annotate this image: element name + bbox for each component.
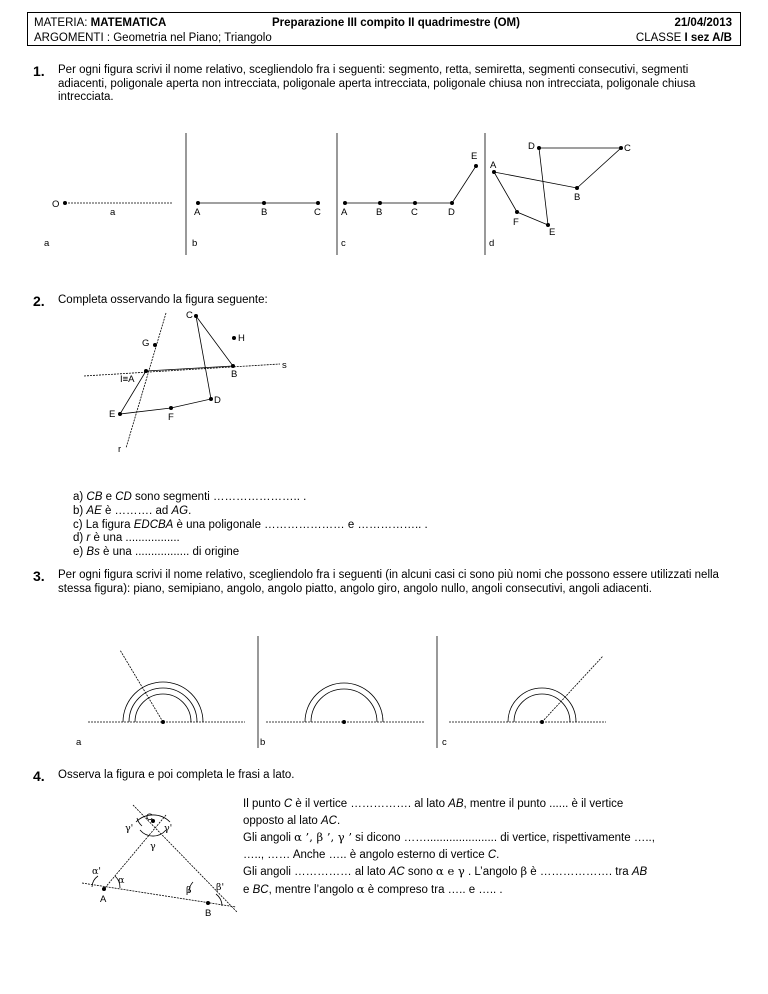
q4-label-beta: β <box>186 885 192 896</box>
q2-item-d: d) r è una ................. <box>73 532 180 545</box>
header-title: Preparazione III compito II quadrimestre (OM) <box>272 17 520 29</box>
header-date: 21/04/2013 <box>674 17 732 29</box>
q2-label-IA: I≡A <box>120 374 135 385</box>
question-1-number: 1. <box>33 63 45 79</box>
q3-label-b: b <box>260 737 266 748</box>
q2-label-B: B <box>231 369 238 380</box>
q4-label-C: C <box>146 812 153 823</box>
q1-label-dD: D <box>528 141 535 152</box>
question-4-sentences <box>243 796 738 898</box>
q2-label-G: G <box>142 338 150 349</box>
q1-label-cB: B <box>376 207 383 218</box>
q1-label-a: a <box>44 238 50 249</box>
q1-label-dC: C <box>624 143 631 154</box>
q2-item-a: a) CB e CD sono segmenti ………………….. . <box>73 491 307 503</box>
q2-item-c: c) La figura EDCBA è una poligonale ………………… e …………….. . <box>73 518 428 531</box>
q4-line-AC <box>104 815 166 889</box>
q1-label-dA: A <box>490 160 497 171</box>
question-3-number: 3. <box>33 568 45 584</box>
q1-label-bA: A <box>194 207 201 218</box>
question-1-text: Per ogni figura scrivi il nome relativo, scegliendolo fra i seguenti: segmento, retta, semiretta, segmenti consecutivi, segmenti adiacenti, poligonale aperta non intrecciata, poligonale aperta intrecciata, poligonale chiusa non intrecciata, poligonale chiusa intrecciata. <box>58 64 696 103</box>
q2-label-F: F <box>168 412 174 423</box>
q1-label-bC: C <box>314 207 321 218</box>
q1-label-dE: E <box>549 227 556 238</box>
q4-label-gamma-pp: γ' <box>164 823 173 834</box>
q2-label-H: H <box>238 333 245 344</box>
q1-label-cE: E <box>471 151 478 162</box>
question-2-text: Completa osservando la figura seguente: <box>58 294 268 306</box>
classe-label: CLASSE <box>635 32 685 44</box>
q1-label-c: c <box>341 238 346 249</box>
classe-value: I sez A/B <box>684 32 732 44</box>
q4-line-6: e BC, mentre l’angolo α è compreso tra ….. e ….. . <box>243 881 503 896</box>
q2-label-E: E <box>109 409 116 420</box>
q4-label-alpha: α <box>118 875 125 886</box>
q4-label-A: A <box>100 894 107 905</box>
q4-label-alpha-p: α' <box>92 866 102 877</box>
q4-line-2: opposto al lato AC. <box>243 814 341 827</box>
q1-label-b: b <box>192 238 198 249</box>
argomenti: ARGOMENTI : Geometria nel Piano; Triangolo <box>34 32 272 44</box>
q1-label-d: d <box>489 238 495 249</box>
question-4-text: Osserva la figura e poi completa le frasi a lato. <box>58 769 295 781</box>
q2-item-e: e) Bs è una ................. di origine <box>73 546 240 559</box>
q2-label-D: D <box>214 395 221 406</box>
q2-item-b: b) AE è ………. ad AG. <box>73 504 192 517</box>
q1-label-a-line: a <box>110 207 116 218</box>
q4-label-gamma-p: γ' <box>125 823 134 834</box>
q4-line-5: Gli angoli …………… al lato AC sono α e γ . L’angolo β è ………………. tra AB <box>243 864 648 878</box>
q4-label-gamma: γ <box>150 841 156 852</box>
q2-label-r: r <box>118 444 122 455</box>
materia-label: MATERIA: <box>34 17 91 29</box>
q4-line-1: Il punto C è il vertice ……………. al lato AB, mentre il punto ...... è il vertice <box>243 798 624 810</box>
q4-label-B: B <box>205 908 212 919</box>
q1-label-dF: F <box>513 217 519 228</box>
question-2-number: 2. <box>33 293 45 309</box>
q4-arc-gamma <box>140 830 166 836</box>
q4-label-beta-p: β' <box>216 882 225 893</box>
q1-label-cD: D <box>448 207 455 218</box>
q1-label-bB: B <box>261 207 268 218</box>
q3-label-a: a <box>76 737 82 748</box>
q1-label-O: O <box>52 199 60 210</box>
materia-value: MATEMATICA <box>90 17 167 29</box>
q1-label-cA: A <box>341 207 348 218</box>
q1-label-cC: C <box>411 207 418 218</box>
q4-line-3: Gli angoli α ’, β ’, γ ’ si dicono ……...................... di vertice, rispettivamente ….., <box>243 830 655 844</box>
question-4-number: 4. <box>33 768 45 784</box>
q2-label-s: s <box>282 360 287 371</box>
q3-label-c: c <box>442 737 447 748</box>
q2-label-C: C <box>186 310 193 321</box>
q1-label-dB: B <box>574 192 581 203</box>
question-3-text: Per ogni figura scrivi il nome relativo, scegliendolo fra i seguenti (in alcuni casi ci sono più nomi che possono essere utilizzati nella stessa figura): piano, semipiano, angolo, angolo piatto, angolo giro, angolo nullo, angoli consecutivi, angoli adiacenti. <box>58 569 719 595</box>
q4-line-4: ….., …… Anche ….. è angolo esterno di vertice C. <box>243 848 500 861</box>
